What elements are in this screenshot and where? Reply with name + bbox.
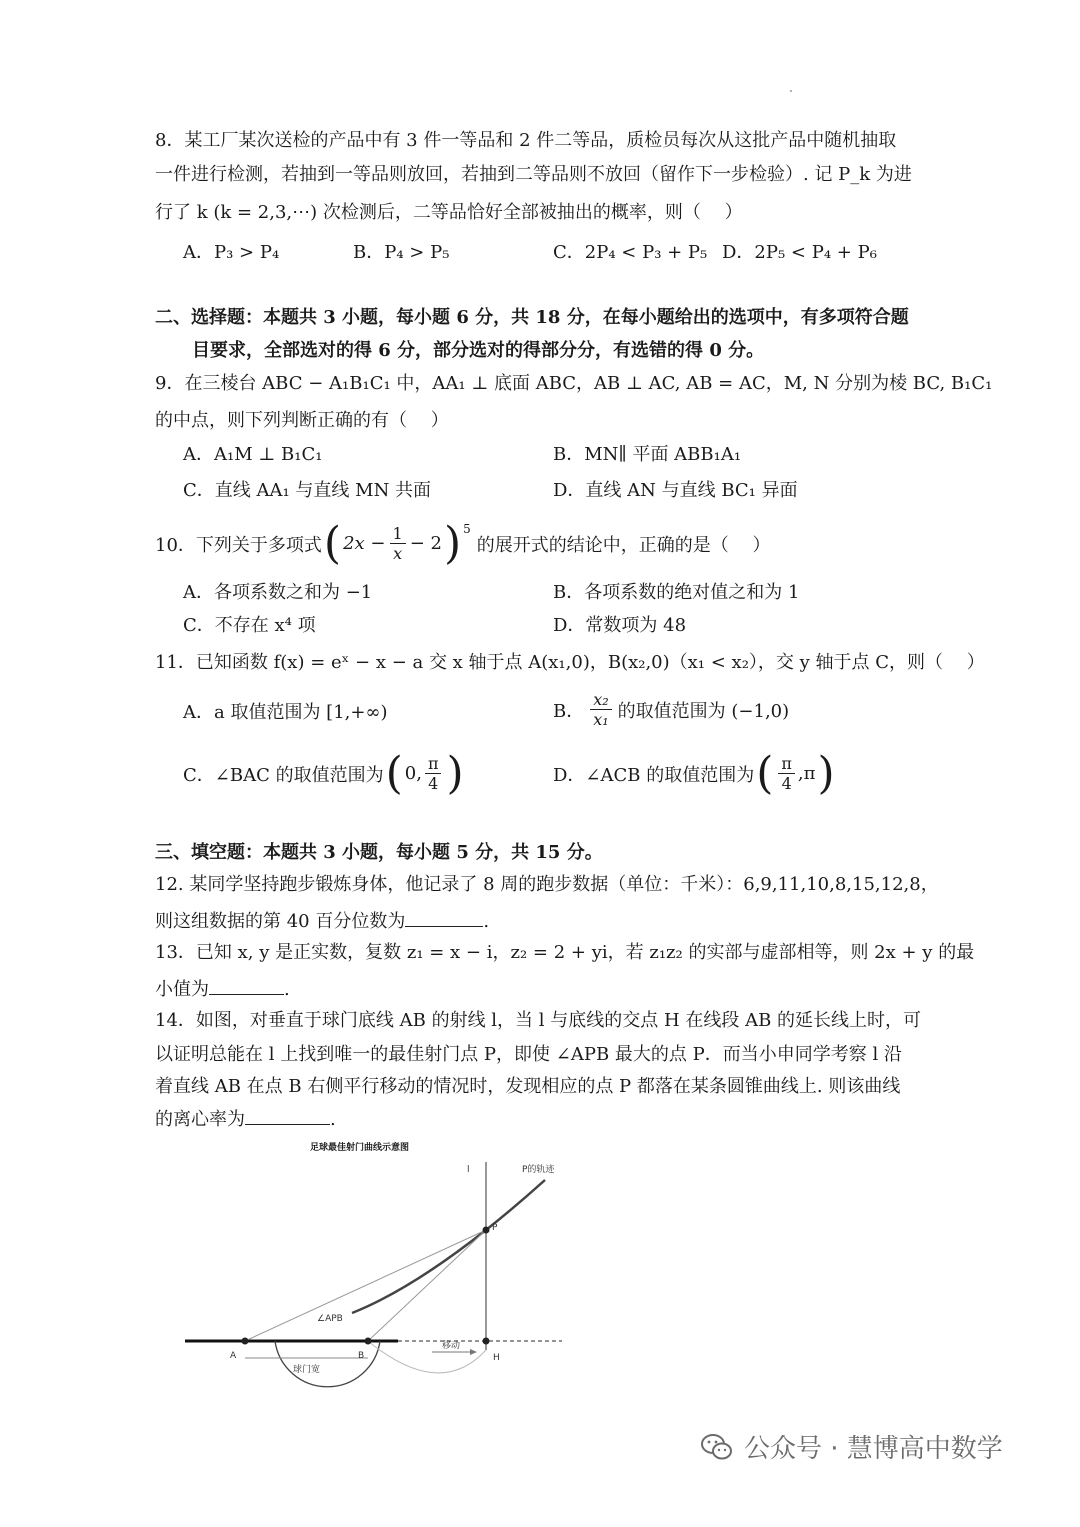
q13-end: . — [284, 979, 290, 1000]
q12-end: . — [483, 911, 490, 932]
dot-b — [365, 1338, 372, 1345]
q11-c-paren-left: ( — [385, 748, 403, 799]
dot-h — [483, 1338, 490, 1345]
q13-line1: 13．已知 x, y 是正实数，复数 z₁ = x − i，z₂ = 2 + yi，若 z₁z₂ 的实部与虚部相等，则 2x + y 的最 — [155, 942, 975, 963]
q10-option-d: D．常数项为 48 — [553, 615, 687, 636]
label-move: 移动 — [442, 1341, 461, 1351]
q9-option-c: C．直线 AA₁ 与直线 MN 共面 — [183, 480, 432, 501]
q12-answer-blank[interactable] — [405, 908, 483, 927]
q9-line1: 9．在三棱台 ABC − A₁B₁C₁ 中，AA₁ ⊥ 底面 ABC，AB ⊥ AC, AB = AC，M, N 分别为棱 BC, B₁C₁ — [155, 373, 993, 394]
q9-line2: 的中点，则下列判断正确的有（ ） — [155, 410, 449, 431]
semicircle-arc — [275, 1341, 380, 1387]
label-h: H — [493, 1353, 500, 1363]
diagram-caption: 足球最佳射门曲线示意图 — [310, 1143, 410, 1153]
q11-d-fraction — [778, 754, 795, 793]
q11-option-b-label: B． — [553, 700, 585, 722]
speck — [790, 90, 792, 92]
section2-heading: 二、选择题：本题共 3 小题，每小题 6 分，共 18 分，在每小题给出的选项中，有多项符合题 — [155, 307, 909, 328]
q12-line2 — [155, 908, 489, 935]
q10-expr-right: − 2 — [409, 533, 442, 554]
label-track: P的轨迹 — [522, 1165, 555, 1175]
q11-d-right: ,π — [797, 763, 816, 784]
q8-option-c: C．2P₄ < P₃ + P₅ — [553, 242, 708, 263]
q10-paren-left: ( — [323, 518, 342, 569]
q12-text: 则这组数据的第 40 百分位数为 — [155, 911, 406, 932]
label-a: A — [230, 1351, 237, 1361]
q10-frac-den: x — [393, 544, 403, 563]
diagram-overlay — [180, 1150, 600, 1400]
q11-b-num: x₂ — [590, 690, 611, 710]
q9-option-b: B．MN∥ 平面 ABB₁A₁ — [553, 444, 742, 465]
watermark — [700, 1428, 1003, 1465]
q8-option-b: B．P₄ > P₅ — [353, 242, 450, 263]
q14-end: . — [330, 1109, 336, 1130]
dot-a — [242, 1338, 249, 1345]
arrow-head — [470, 1349, 477, 1355]
q14-line1: 14．如图，对垂直于球门底线 AB 的射线 l，当 l 与底线的交点 H 在线段 AB 的延长线上时，可 — [155, 1010, 922, 1031]
q9-option-d: D．直线 AN 与直线 BC₁ 异面 — [553, 480, 798, 501]
label-goal-width: 球门宽 — [293, 1365, 321, 1375]
section3-heading: 三、填空题：本题共 3 小题，每小题 5 分，共 15 分。 — [155, 842, 603, 863]
q13-text: 小值为 — [155, 979, 209, 1000]
q8-option-a: A．P₃ > P₄ — [183, 242, 280, 263]
q11-option-d-text: D．∠ACB 的取值范围为 — [553, 764, 755, 786]
q10-option-c: C．不存在 x⁴ 项 — [183, 615, 316, 636]
q11-option-a: A．a 取值范围为 [1,+∞) — [183, 702, 388, 723]
q10-line — [155, 518, 771, 569]
q10-paren-right: ) — [443, 518, 462, 569]
q11-c-paren-right: ) — [446, 748, 464, 799]
label-b: B — [358, 1351, 365, 1361]
section2-heading-cont: 目要求，全部选对的得 6 分，部分选对的得部分分，有选错的得 0 分。 — [192, 340, 765, 361]
q8-option-d: D．2P₅ < P₄ + P₆ — [722, 242, 877, 263]
q8-line3: 行了 k (k = 2,3,⋯) 次检测后，二等品恰好全部被抽出的概率，则（ ） — [155, 202, 743, 223]
q11-c-left: 0, — [404, 763, 422, 784]
segment-bp — [368, 1230, 486, 1341]
q11-d-den: 4 — [781, 774, 792, 793]
label-p: P — [492, 1223, 498, 1233]
q11-b-den: x₁ — [593, 710, 609, 729]
q8-line2: 一件进行检测，若抽到一等品则放回，若抽到二等品则不放回（留作下一步检验）. 记 P_k 为进 — [155, 164, 912, 185]
watermark-text: 公众号 · 慧博高中数学 — [744, 1434, 1003, 1464]
label-angle: ∠APB — [317, 1314, 343, 1324]
q9-option-a: A．A₁M ⊥ B₁C₁ — [183, 444, 323, 465]
q11-option-b-fraction — [590, 690, 611, 729]
q12-line1: 12. 某同学坚持跑步锻炼身体，他记录了 8 周的跑步数据（单位：千米）：6,9,11,10,8,15,12,8， — [155, 874, 939, 895]
q11-option-b-text: 的取值范围为 (−1,0) — [617, 700, 790, 722]
q11-option-c — [183, 748, 466, 799]
locus-curve — [352, 1180, 545, 1313]
q14-text: 的离心率为 — [155, 1109, 245, 1130]
q11-option-c-text: C．∠BAC 的取值范围为 — [183, 764, 384, 786]
q11-d-num: π — [778, 754, 795, 774]
q10-fraction — [390, 524, 406, 563]
q10-suffix: 的展开式的结论中，正确的是（ ） — [476, 534, 771, 556]
segment-ap — [245, 1230, 486, 1341]
q8-line1: 8．某工厂某次送检的产品中有 3 件一等品和 2 件二等品，质检员每次从这批产品中随机抽取 — [155, 130, 897, 151]
q11-c-fraction — [425, 754, 442, 793]
q14-answer-blank[interactable] — [245, 1106, 330, 1125]
q11-c-den: 4 — [428, 774, 439, 793]
q14-line2: 以证明总能在 l 上找到唯一的最佳射门点 P，即使 ∠APB 最大的点 P．而当小申同学考察 l 沿 — [155, 1044, 902, 1065]
q10-prefix: 10．下列关于多项式 — [155, 534, 322, 556]
q11-d-paren-left: ( — [756, 748, 774, 799]
wechat-icon — [700, 1432, 734, 1462]
q14-line3: 着直线 AB 在点 B 右侧平行移动的情况时，发现相应的点 P 都落在某条圆锥曲线上. 则该曲线 — [155, 1076, 901, 1097]
q14-line4 — [155, 1106, 336, 1133]
move-path — [368, 1341, 486, 1373]
label-l: l — [467, 1165, 470, 1175]
q10-expr-left: 2x − — [343, 533, 386, 554]
q11-c-num: π — [425, 754, 442, 774]
q10-power: 5 — [463, 522, 471, 536]
q11-d-paren-right: ) — [817, 748, 835, 799]
q11-line1: 11．已知函数 f(x) = eˣ − x − a 交 x 轴于点 A(x₁,0)，B(x₂,0)（x₁ < x₂），交 y 轴于点 C，则（ ） — [155, 652, 985, 673]
q10-option-b: B．各项系数的绝对值之和为 1 — [553, 582, 800, 603]
q13-answer-blank[interactable] — [209, 976, 284, 995]
q11-option-b — [553, 690, 789, 729]
q13-line2 — [155, 976, 290, 1003]
q10-frac-num: 1 — [390, 524, 406, 544]
q10-option-a: A．各项系数之和为 −1 — [183, 582, 373, 603]
dot-p — [483, 1227, 490, 1234]
q11-option-d — [553, 748, 837, 799]
